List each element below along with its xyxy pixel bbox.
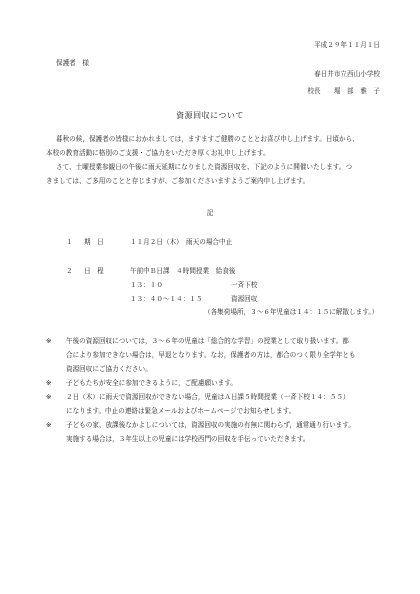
note-4-bullet: ※ <box>46 421 52 429</box>
item-1-label: 期 日 <box>84 238 104 246</box>
note-2-line-1: 子どもたちが安全に参加できるように，ご配慮願います。 <box>66 379 237 387</box>
schedule-row-1-time: 午前中Ｂ日課 ４時間授業 給食後 <box>130 267 236 275</box>
body-paragraph-2-line-2: きましては、ご多用のことと存じますが、ご参加くださいますようご案内申し上げます。 <box>46 177 310 185</box>
note-4-line-2: 実施する場合は，３年生以上の児童には学校西門の回収を手伝っていただきます。 <box>66 435 310 443</box>
schedule-note: （各集荷場所，３～６年児童は１４：１５に解散します。） <box>204 308 379 316</box>
body-paragraph-2-line-1: さて、土曜授業参観日の午後に雨天延期になりました資源回収を、下記のように開催いたします。つ <box>56 163 353 171</box>
note-1-line-3: 資源回収にご協力ください。 <box>66 365 152 373</box>
schedule-row-3-desc: 資源回収 <box>231 295 258 303</box>
note-1-line-1: 午後の資源回収については，３～６年の児童は「総合的な学習」の授業として取り扱います。都 <box>66 337 349 345</box>
note-3-bullet: ※ <box>46 393 52 401</box>
item-2-label: 日 程 <box>84 267 104 275</box>
body-paragraph-1-line-2: 本校の教育活動に格別のご支援・ご協力をいただき厚くお礼申し上げます。 <box>46 149 270 157</box>
note-3-line-1: ２日（木）に雨天で資源回収ができない場合，児童はＡ日課５時間授業（一斉下校１４：５５） <box>66 393 350 401</box>
schedule-row-2-time: １３：１０ <box>130 281 163 289</box>
schedule-row-3-time: １３：４０～１４：１５ <box>130 295 203 303</box>
recipient-line: 保護者 様 <box>56 59 89 67</box>
issue-date: 平成２９年１１月１日 <box>314 41 380 49</box>
note-3-line-2: になります。中止の連絡は緊急メールおよびホームページでお知らせします。 <box>66 407 296 415</box>
body-paragraph-1-line-1: 暮秋の候，保護者の皆様におかれましては，ますますご健勝のこととお喜び申し上げます。日頃から、 <box>56 135 359 143</box>
note-4-line-1: 子どもの家，放課後なかよしについては，資源回収の実施の有無に関わらず，通常通り行います。 <box>66 421 355 429</box>
principal-name: 校長 堀 部 雅 子 <box>307 87 380 95</box>
ki-heading: 記 <box>206 209 214 217</box>
item-1-value: １１月２日（木） 雨天の場合中止 <box>130 238 233 246</box>
note-2-bullet: ※ <box>46 379 52 387</box>
document-title: 資源回収について <box>176 111 244 120</box>
note-1-line-2: 合により参加できない場合は，早退となります。なお，保護者の方は，都合のつく限り全学年とも <box>66 351 356 359</box>
item-2-number: ２ <box>66 267 73 275</box>
note-1-bullet: ※ <box>46 337 52 345</box>
schedule-row-2-desc: 一斉下校 <box>231 281 258 289</box>
item-1-number: １ <box>66 238 73 246</box>
school-name: 春日井市立西山小学校 <box>314 70 380 78</box>
